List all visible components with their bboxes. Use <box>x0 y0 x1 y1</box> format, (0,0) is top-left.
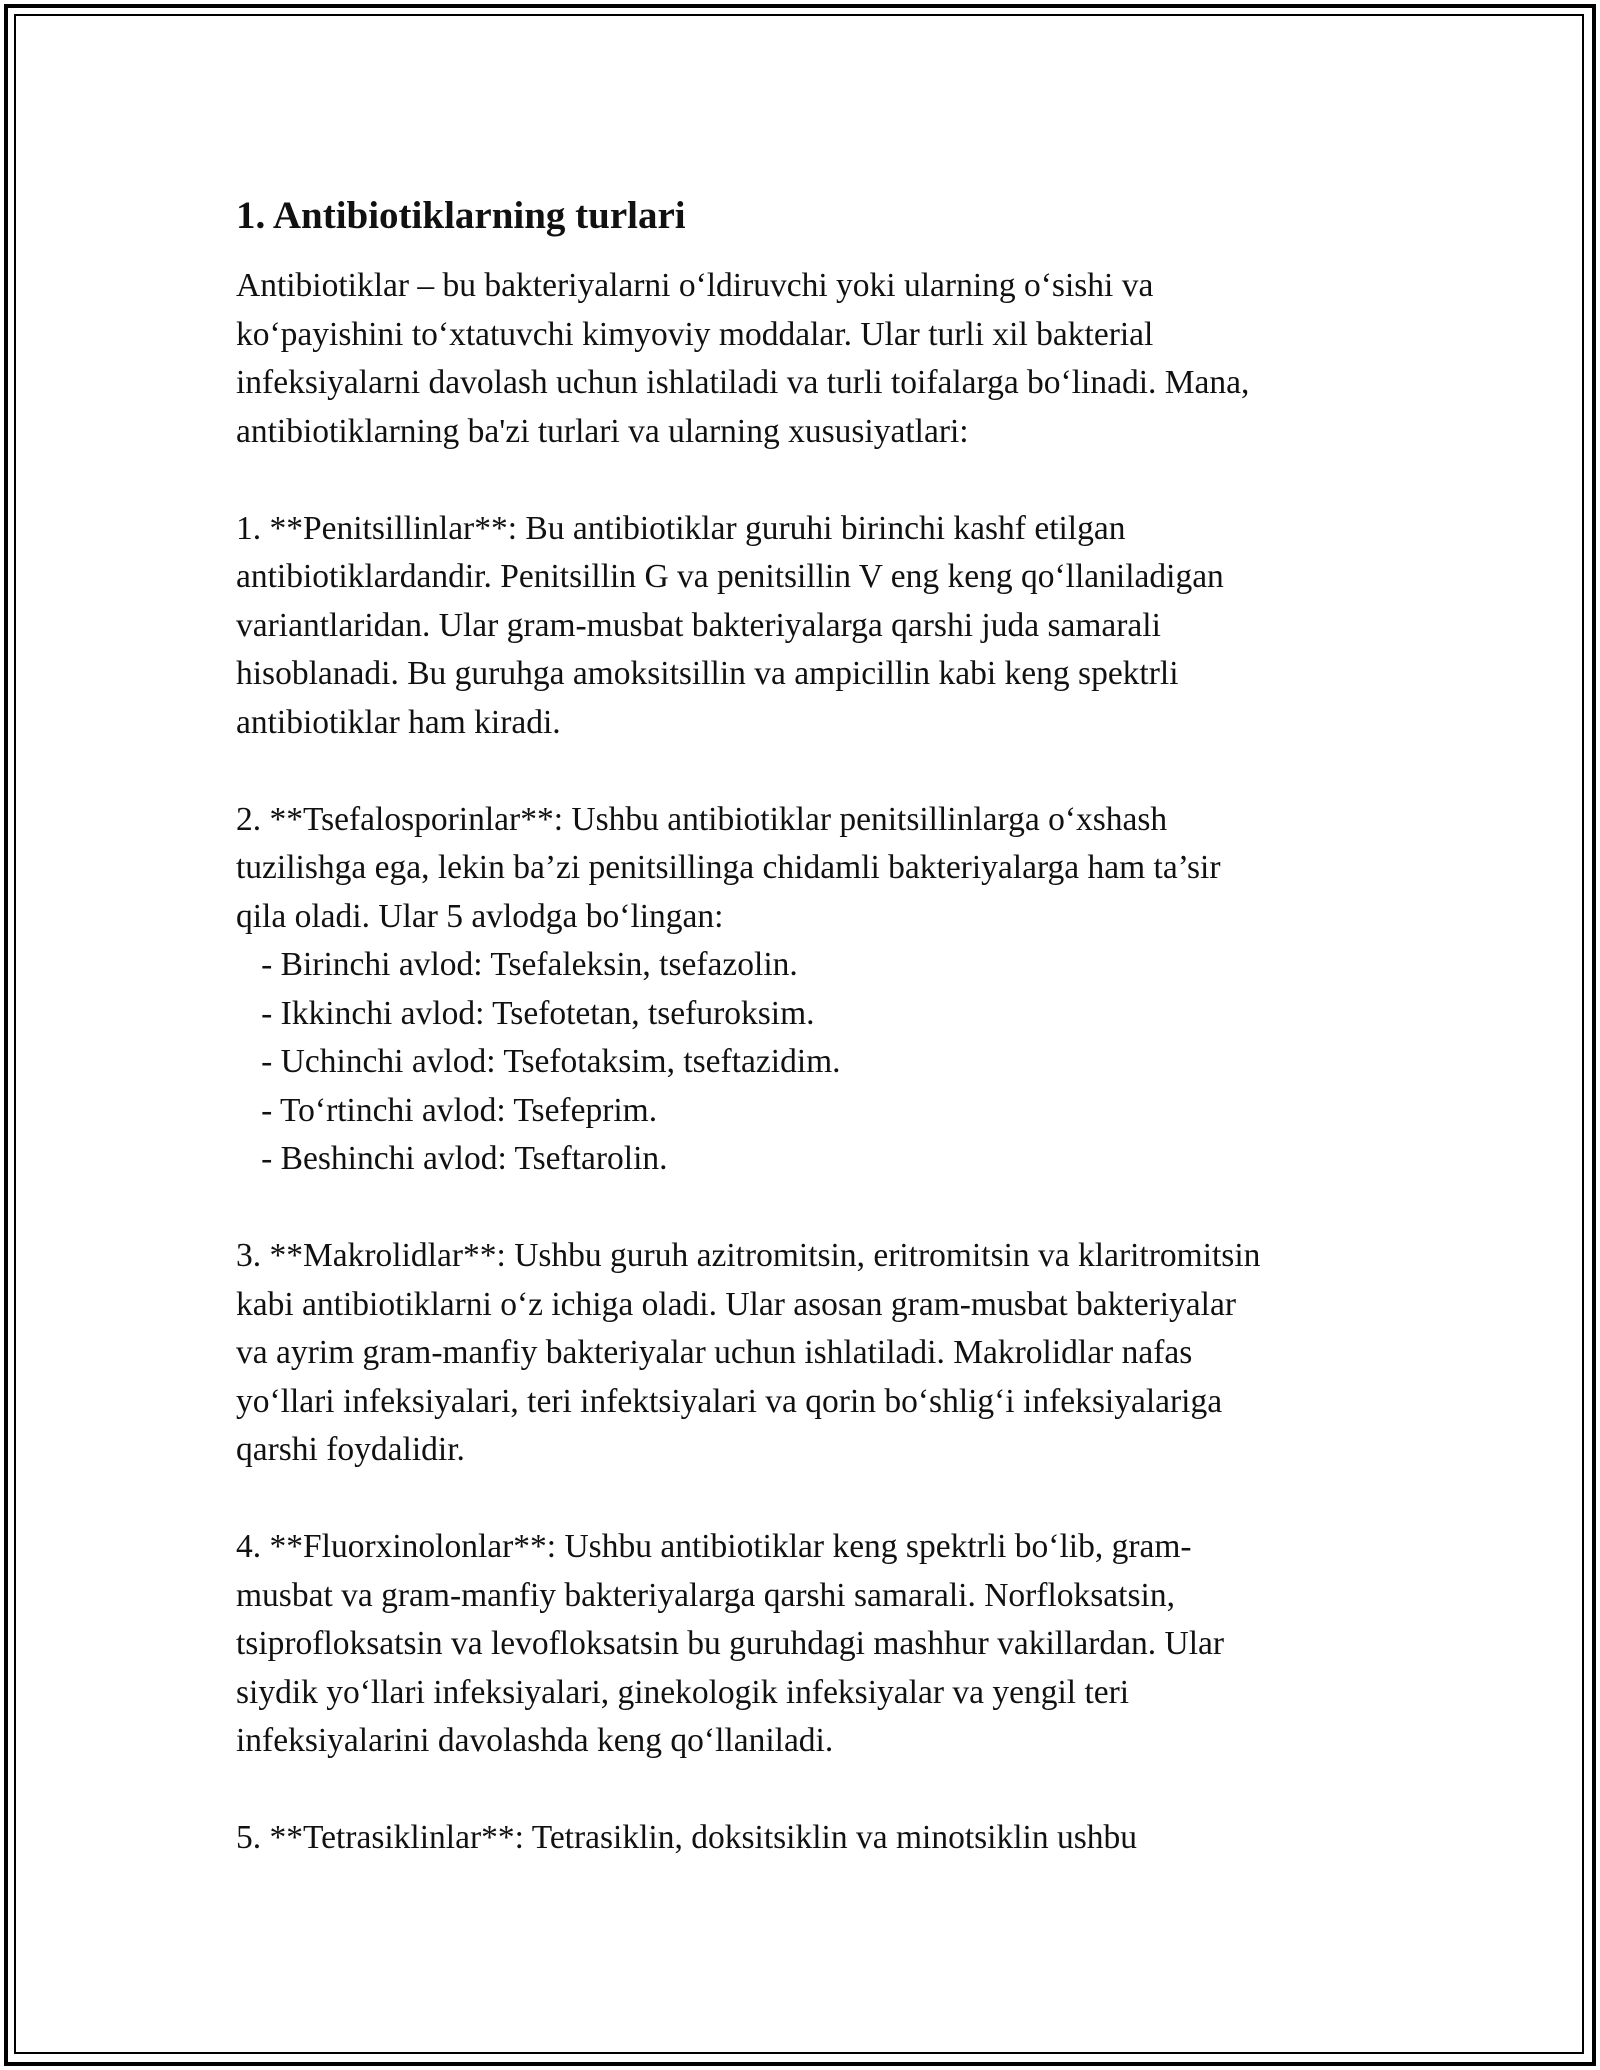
text-line: 2. **Tsefalosporinlar**: Ushbu antibiotiklar penitsillinlarga o‘xshash <box>236 800 1168 838</box>
text-line: qarshi foydalidir. <box>236 1431 465 1468</box>
paragraph-block <box>236 262 1366 1863</box>
text-line: - Uchinchi avlod: Tsefotaksim, tseftazidim. <box>236 1043 841 1080</box>
text-line: ko‘payishini to‘xtatuvchi kimyoviy moddalar. Ular turli xil bakterial <box>236 315 1154 353</box>
text-line: 5. **Tetrasiklinlar**: Tetrasiklin, doksitsiklin va minotsiklin ushbu <box>236 1819 1137 1856</box>
text-line: qila oladi. Ular 5 avlodga bo‘lingan: <box>236 897 724 935</box>
text-line: - Birinchi avlod: Tsefaleksin, tsefazolin. <box>236 946 798 983</box>
text-line: va ayrim gram-manfiy bakteriyalar uchun ishlatiladi. Makrolidlar nafas <box>236 1334 1193 1371</box>
text-line: kabi antibiotiklarni o‘z ichiga oladi. Ular asosan gram-musbat bakteriyalar <box>236 1285 1237 1323</box>
blank-line <box>236 1475 1366 1524</box>
blank-line <box>236 747 1366 796</box>
text-line: 1. **Penitsillinlar**: Bu antibiotiklar guruhi birinchi kashf etilgan <box>236 509 1126 547</box>
text-line: 4. **Fluorxinolonlar**: Ushbu antibiotiklar keng spektrli bo‘lib, gram- <box>236 1528 1192 1565</box>
blank-line <box>236 1184 1366 1233</box>
blank-line <box>236 456 1366 505</box>
text-line: - Beshinchi avlod: Tseftarolin. <box>236 1140 668 1177</box>
section-heading: 1. Antibiotiklarning turlari <box>236 194 686 237</box>
text-line: antibiotiklarning ba'zi turlari va ularning xususiyatlari: <box>236 412 969 450</box>
text-line: antibiotiklar ham kiradi. <box>236 703 561 741</box>
text-line: infeksiyalarini davolashda keng qo‘llaniladi. <box>236 1722 834 1759</box>
text-line: Antibiotiklar – bu bakteriyalarni o‘ldiruvchi yoki ularning o‘sishi va <box>236 267 1154 304</box>
text-line: musbat va gram-manfiy bakteriyalarga qarshi samarali. Norfloksatsin, <box>236 1576 1175 1614</box>
text-line: variantlaridan. Ular gram-musbat bakteriyalarga qarshi juda samarali <box>236 606 1161 644</box>
text-line: antibiotiklardandir. Penitsillin G va penitsillin V eng keng qo‘llaniladigan <box>236 558 1224 595</box>
blank-line <box>236 1766 1366 1815</box>
text-line: - To‘rtinchi avlod: Tsefeprim. <box>236 1091 658 1129</box>
text-line: tuzilishga ega, lekin ba’zi penitsillinga chidamli bakteriyalarga ham ta’sir <box>236 849 1221 886</box>
text-line: 3. **Makrolidlar**: Ushbu guruh azitromitsin, eritromitsin va klaritromitsin <box>236 1237 1261 1274</box>
text-line: siydik yo‘llari infeksiyalari, ginekologik infeksiyalar va yengil teri <box>236 1673 1130 1711</box>
text-line: yo‘llari infeksiyalari, teri infektsiyalari va qorin bo‘shlig‘i infeksiyalariga <box>236 1382 1223 1420</box>
text-line: - Ikkinchi avlod: Tsefotetan, tsefuroksim. <box>236 994 815 1032</box>
text-line: tsiprofloksatsin va levofloksatsin bu guruhdagi mashhur vakillardan. Ular <box>236 1625 1225 1662</box>
text-line: hisoblanadi. Bu guruhga amoksitsillin va ampicillin kabi keng spektrli <box>236 655 1179 692</box>
document-body <box>236 182 1366 1863</box>
text-line: infeksiyalarni davolash uchun ishlatiladi va turli toifalarga bo‘linadi. Mana, <box>236 364 1250 401</box>
